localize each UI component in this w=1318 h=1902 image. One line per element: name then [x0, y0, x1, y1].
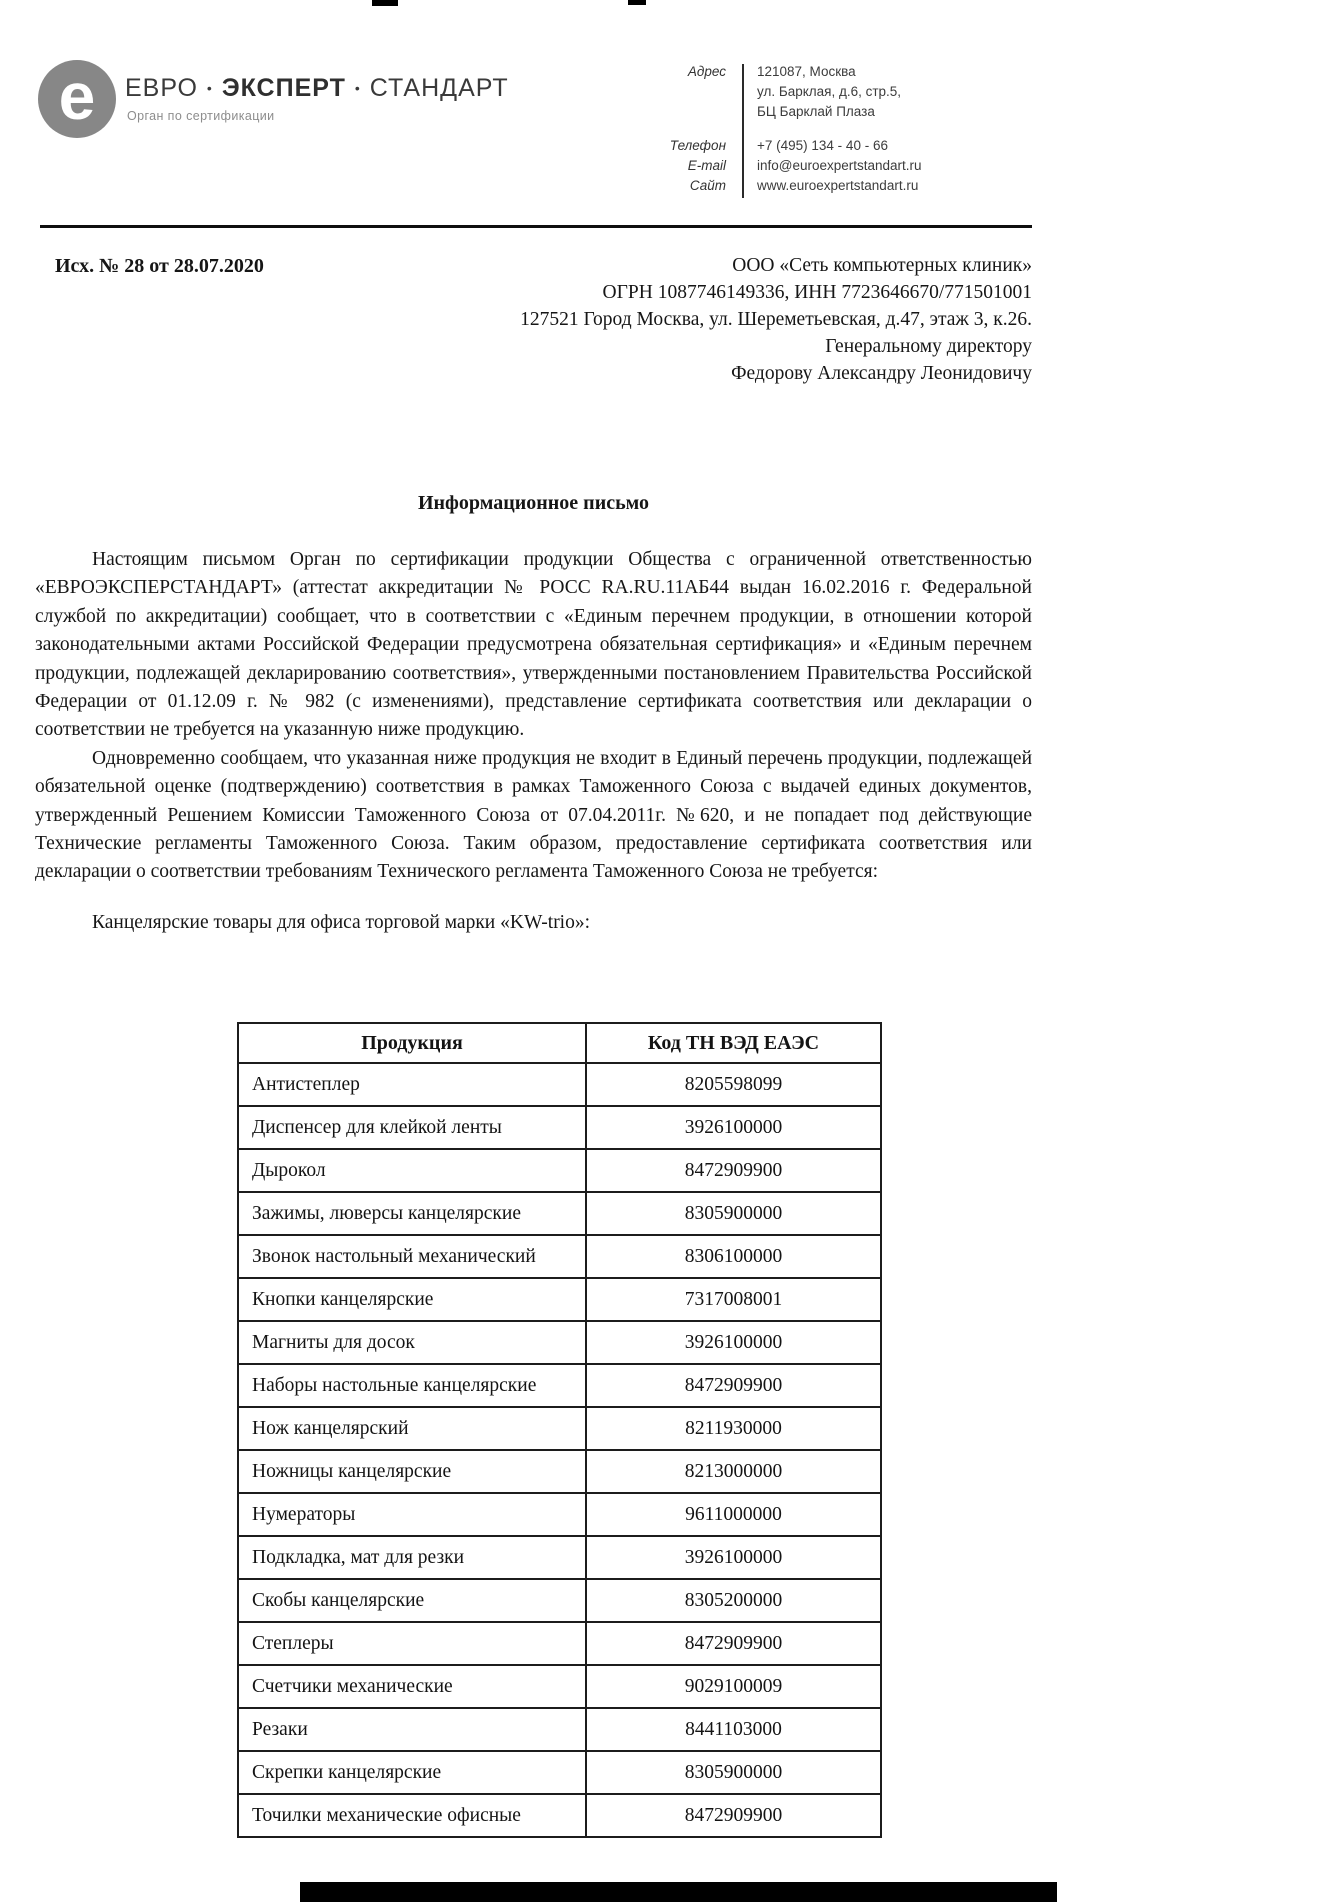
- table-header-row: [238, 1023, 881, 1063]
- recipient-company: ООО «Сеть компьютерных клиник»: [732, 255, 1032, 276]
- table-row: [238, 1106, 881, 1149]
- product-name-cell: Магниты для досок: [238, 1321, 586, 1364]
- table-row: [238, 1622, 881, 1665]
- scan-artifact: [628, 0, 646, 5]
- recipient-position: Генеральному директору: [825, 336, 1032, 357]
- product-name-cell: Нумераторы: [238, 1493, 586, 1536]
- product-code-cell: 8472909900: [586, 1622, 881, 1665]
- contact-block: [640, 62, 1080, 196]
- table-row: [238, 1149, 881, 1192]
- products-table: [237, 1022, 882, 1838]
- table-row: [238, 1708, 881, 1751]
- table-row: [238, 1450, 881, 1493]
- brand-separator-icon: •: [206, 80, 213, 96]
- product-code-cell: 8441103000: [586, 1708, 881, 1751]
- product-name-cell: Диспенсер для клейкой ленты: [238, 1106, 586, 1149]
- product-code-cell: 3926100000: [586, 1321, 881, 1364]
- product-code-cell: 9611000000: [586, 1493, 881, 1536]
- table-row: [238, 1192, 881, 1235]
- product-name-cell: Зажимы, люверсы канцелярские: [238, 1192, 586, 1235]
- product-name-cell: Дырокол: [238, 1149, 586, 1192]
- brand-separator-icon: •: [354, 80, 361, 96]
- recipient-block: [272, 252, 1032, 387]
- phone-value: +7 (495) 134 - 40 - 66: [757, 138, 888, 153]
- outgoing-ref-number: Исх. № 28 от 28.07.2020: [55, 255, 264, 277]
- site-label: Сайт: [689, 178, 726, 193]
- product-name-cell: Звонок настольный механический: [238, 1235, 586, 1278]
- table-row: [238, 1751, 881, 1794]
- recipient-ogrn-inn: ОГРН 1087746149336, ИНН 7723646670/771501001: [602, 282, 1032, 303]
- product-name-cell: Скрепки канцелярские: [238, 1751, 586, 1794]
- product-code-cell: 8472909900: [586, 1149, 881, 1192]
- table-row: [238, 1536, 881, 1579]
- product-name-cell: Антистеплер: [238, 1063, 586, 1106]
- address-line: БЦ Барклай Плаза: [757, 104, 875, 119]
- product-code-cell: 8305900000: [586, 1192, 881, 1235]
- product-name-cell: Нож канцелярский: [238, 1407, 586, 1450]
- brand-part-expert: ЭКСПЕРТ: [221, 74, 346, 102]
- table-row: [238, 1579, 881, 1622]
- product-name-cell: Кнопки канцелярские: [238, 1278, 586, 1321]
- address-label: Адрес: [687, 64, 726, 79]
- product-code-cell: 8472909900: [586, 1794, 881, 1837]
- phone-label: Телефон: [669, 138, 726, 153]
- letter-body: [35, 546, 1032, 937]
- address-line: 121087, Москва: [757, 64, 856, 79]
- contact-divider: [742, 64, 744, 198]
- product-name-cell: Скобы канцелярские: [238, 1579, 586, 1622]
- table-row: [238, 1278, 881, 1321]
- product-code-cell: 8306100000: [586, 1235, 881, 1278]
- company-subtitle: Орган по сертификации: [127, 109, 275, 123]
- product-code-cell: 8305900000: [586, 1751, 881, 1794]
- email-label: E-mail: [687, 158, 726, 173]
- product-code-cell: 8205598099: [586, 1063, 881, 1106]
- email-value: info@euroexpertstandart.ru: [757, 158, 922, 173]
- product-code-cell: 8305200000: [586, 1579, 881, 1622]
- scan-artifact: [372, 0, 398, 6]
- product-code-cell: 3926100000: [586, 1536, 881, 1579]
- product-name-cell: Подкладка, мат для резки: [238, 1536, 586, 1579]
- table-row: [238, 1794, 881, 1837]
- table-row: [238, 1364, 881, 1407]
- product-name-cell: Счетчики механические: [238, 1665, 586, 1708]
- product-code-cell: 3926100000: [586, 1106, 881, 1149]
- site-value: www.euroexpertstandart.ru: [757, 178, 919, 193]
- table-row: [238, 1665, 881, 1708]
- product-code-cell: 8211930000: [586, 1407, 881, 1450]
- products-table-body: [238, 1063, 881, 1837]
- product-name-cell: Точилки механические офисные: [238, 1794, 586, 1837]
- table-row: [238, 1235, 881, 1278]
- address-label-spacer: [640, 102, 726, 122]
- column-header-product: Продукция: [238, 1023, 586, 1063]
- table-row: [238, 1063, 881, 1106]
- table-row: [238, 1493, 881, 1536]
- product-name-cell: Резаки: [238, 1708, 586, 1751]
- header-divider-rule: [40, 225, 1032, 228]
- column-header-code: Код ТН ВЭД ЕАЭС: [586, 1023, 881, 1063]
- products-intro-line: Канцелярские товары для офиса торговой марки «KW-trio»:: [92, 911, 591, 933]
- table-row: [238, 1321, 881, 1364]
- logo-letter-icon: е: [58, 59, 96, 133]
- product-code-cell: 8213000000: [586, 1450, 881, 1493]
- address-label-spacer: [640, 82, 726, 102]
- company-name: [125, 74, 509, 103]
- product-name-cell: Ножницы канцелярские: [238, 1450, 586, 1493]
- recipient-address: 127521 Город Москва, ул. Шереметьевская, д.47, этаж 3, к.26.: [520, 309, 1032, 330]
- address-line: ул. Барклая, д.6, стр.5,: [757, 84, 902, 99]
- paragraph-2: Одновременно сообщаем, что указанная ниже продукция не входит в Единый перечень продукции, подлежащей обязательной оценке (подтверждению) соответствия в рамках Таможенного Союза с выдачей единых документов, утвержденный Решением Комиссии Таможенного Союза от 07.04.2011г. №620, и не попадает под действующие Технические регламенты Таможенного Союза. Таким образом, предоставление сертификата соответствия или декларации о соответствии требованиям Технического регламента Таможенного Союза не требуется:: [35, 747, 1032, 883]
- paragraph-1: Настоящим письмом Орган по сертификации продукции Общества с ограниченной ответственностью «ЕВРОЭКСПЕРСТАНДАРТ» (аттестат аккредитации № РОСС RA.RU.11АБ44 выдан 16.02.2016 г. Федеральной службой по аккредитации) сообщает, что в соответствии с «Единым перечнем продукции, в отношении которой законодательными актами Российской Федерации предусмотрена обязательная сертификация» и «Единым перечнем продукции, подлежащей декларированию соответствия», утвержденными постановлением Правительства Российской Федерации от 01.12.09 г. № 982 (с изменениями), представление сертификата соответствия или декларации о соответствии не требуется на указанную ниже продукцию.: [35, 549, 1032, 741]
- scan-artifact-bar: [300, 1882, 1057, 1902]
- brand-part-standart: СТАНДАРТ: [369, 74, 509, 102]
- recipient-person: Федорову Александру Леонидовичу: [731, 363, 1032, 384]
- product-name-cell: Степлеры: [238, 1622, 586, 1665]
- product-code-cell: 7317008001: [586, 1278, 881, 1321]
- table-row: [238, 1407, 881, 1450]
- letter-title: Информационное письмо: [417, 492, 650, 514]
- brand-part-evro: ЕВРО: [125, 74, 198, 102]
- product-code-cell: 9029100009: [586, 1665, 881, 1708]
- company-logo: [38, 60, 116, 138]
- product-code-cell: 8472909900: [586, 1364, 881, 1407]
- product-name-cell: Наборы настольные канцелярские: [238, 1364, 586, 1407]
